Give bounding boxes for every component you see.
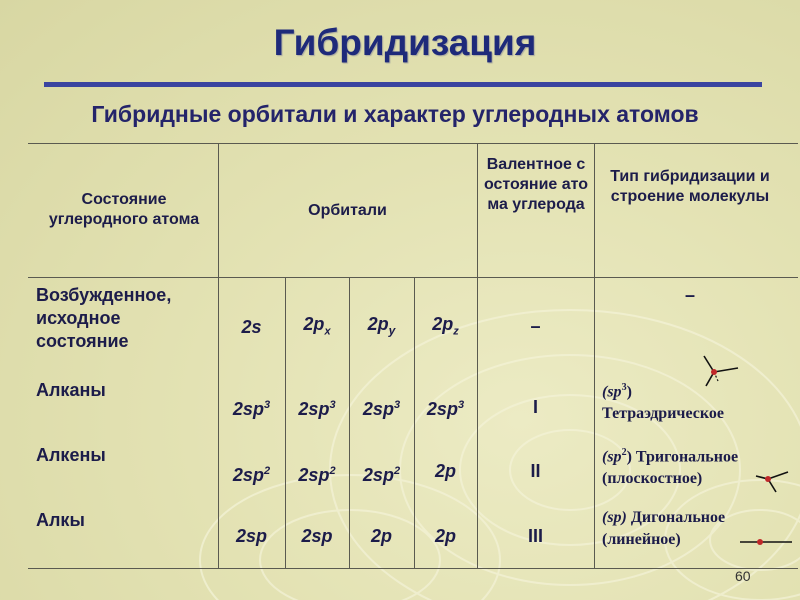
type-value: $(sp^2)$ Тригональное (плоскостное) [602,447,739,488]
page-number: 60 [735,568,751,584]
orbital-cell: 2sp [235,526,268,546]
row-label-alkenes: Алкены [36,445,106,465]
type-value: $(sp^3)$ Тетраэдрическое [602,382,724,423]
orbital-cell: $2sp^2$ [298,465,336,485]
row-label-alkynes: Алкы [36,510,85,530]
header-state: Состояние углеродного атома [48,191,200,228]
row-label-alkanes: Алканы [36,380,106,400]
col-divider [477,143,478,568]
orbital-cell: $2p_x$ [303,314,331,338]
tetrahedral-molecule-icon [696,350,742,390]
slide-title: Гибридизация [273,22,537,63]
orbital-cell: 2p [370,526,392,546]
orbital-cell: $2p_y$ [367,314,396,338]
valence-value: I [532,397,538,417]
orbital-cell: 2s [241,317,262,337]
header-valence: Валентное состояние атома углерода [483,156,589,213]
orbital-cell: $2sp^2$ [362,465,401,485]
orbital-cell: $2sp^3$ [426,399,465,419]
table-bottom-border [28,568,798,569]
slide-subtitle: Гибридные орбитали и характер углеродных атомов [91,101,699,127]
orbital-cell: 2p [434,526,456,546]
valence-value: III [527,526,543,546]
orbital-cell: $2sp^3$ [298,399,336,419]
orbital-cell: 2sp [301,526,333,546]
orbital-cell: $2p_z$ [432,314,459,338]
header-orbitals: Орбитали [308,202,387,219]
row-label-excited: Возбужденное, исходное состояние [36,285,172,351]
orbital-cell: 2p [434,461,456,481]
orbital-cell: $2sp^3$ [232,399,271,419]
col-divider [594,143,595,568]
orbital-cell: $2sp^2$ [232,465,271,485]
type-value: (sp) Дигональное (линейное) [602,509,726,548]
header-type: Тип гибридизации и строение молекулы [610,168,770,205]
table-top-border [28,143,798,144]
table-header-divider [28,277,798,278]
type-value: – [684,285,695,305]
valence-value: – [530,316,541,336]
linear-molecule-icon [738,535,794,549]
trigonal-molecule-icon [752,464,792,494]
orbital-cell: $2sp^3$ [362,399,401,419]
valence-value: II [530,461,541,481]
